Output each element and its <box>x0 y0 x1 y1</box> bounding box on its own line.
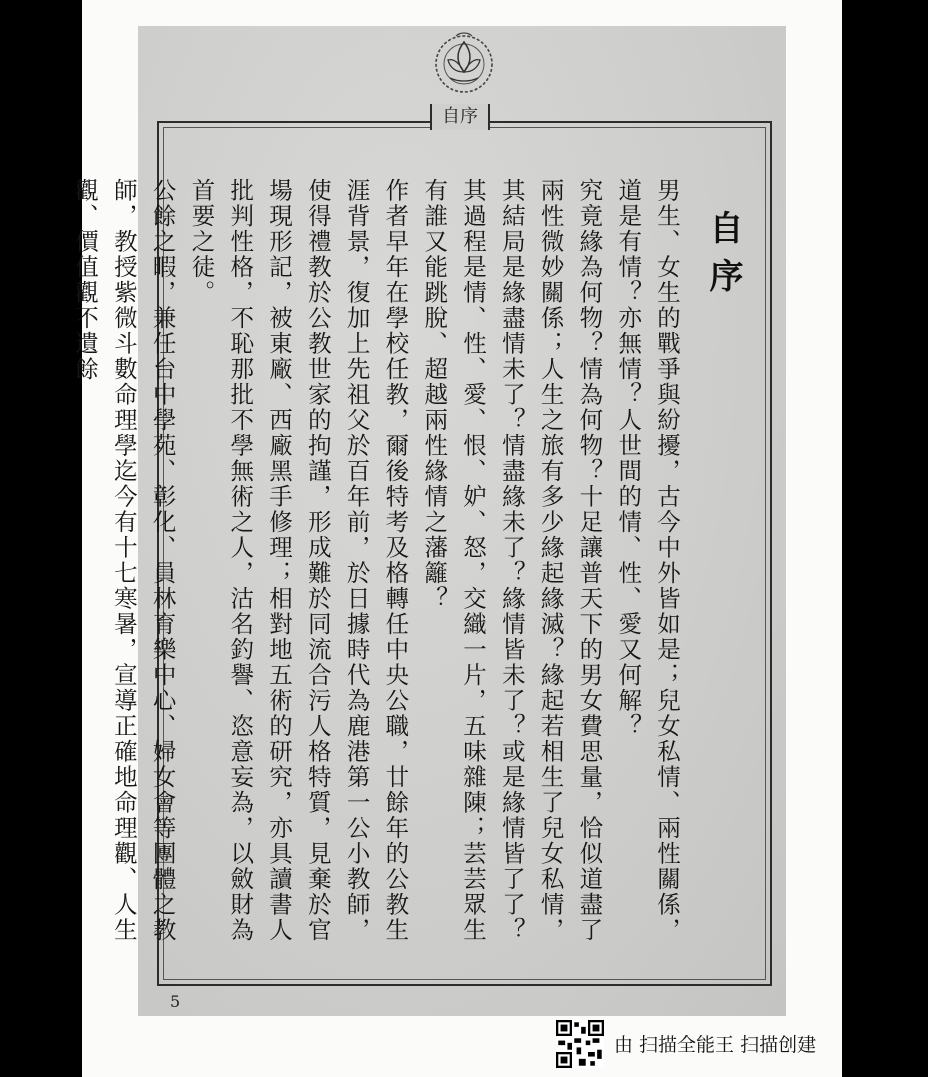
page-title: 自序 <box>703 210 743 306</box>
paragraph: 究竟緣為何物？情為何物？十足讓普天下的男女費思量，恰似道盡了兩性微妙關係；人生之旅有多少緣起緣滅？緣起若相生了兒女私情，其結局是緣盡情未了？情盡緣未了？緣情皆未了？或是緣情皆了了？其過程是情、性、愛、恨、妒、怒，交織一片，五味雜陳；芸芸眾生有誰又能跳脫、超越兩性緣情之藩籬？ <box>420 178 604 943</box>
qr-code-icon <box>556 1020 604 1068</box>
header-label: 自序 <box>430 104 490 130</box>
scanner-watermark: 由 扫描全能王 扫描创建 <box>614 1034 817 1056</box>
paragraph: 作者早年在學校任教，爾後特考及格轉任中央公職，廿餘年的公教生涯背景，復加上先祖父於百年前，於日據時代為鹿港第一公小教師，使得禮教於公教世家的拘謹，形成難於同流合污人格特質，見棄於官場現形記，被東廠、西廠黑手修理；相對地五術的研究，亦具讀書人批判性格，不恥那批不學無術之人，沽名釣譽、恣意妄為，以斂財為首要之徒。 <box>187 178 410 943</box>
paragraph: 男生、女生的戰爭與紛擾，古今中外皆如是；兒女私情、兩性關係，道是有情？亦無情？人世間的情、性、愛又何解？ <box>614 178 681 943</box>
paragraph: 公餘之暇，兼任台中學苑、彰化、員林育樂中心、婦女會等團體之教師，教授紫微斗數命理學迄今有十七寒暑，宣導正確地命理觀、人生觀、價值觀不遺餘 <box>71 178 177 943</box>
page-number: 5 <box>170 992 181 1011</box>
body-text <box>71 178 686 958</box>
lotus-emblem-icon <box>426 28 502 98</box>
